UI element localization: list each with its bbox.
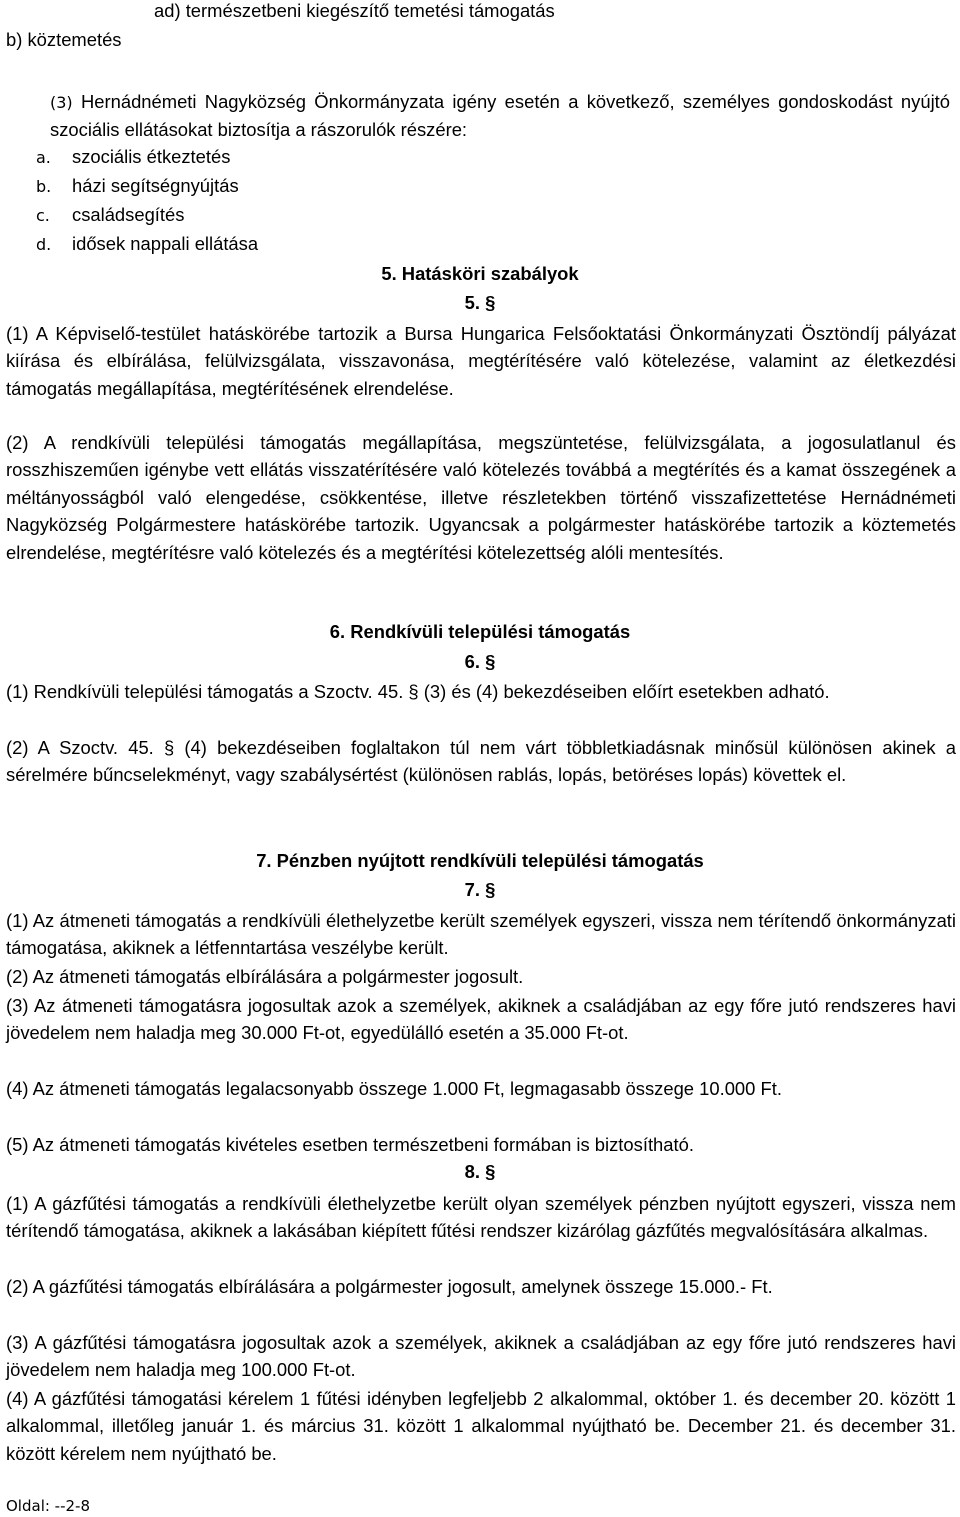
- paragraph-text: Hernádnémeti Nagyközség Önkormányzata igény esetén a következő, személyes gondoskodást nyújtó szociális ellátásokat biztosítja a rászorulók részére:: [50, 91, 950, 141]
- list-marker: d.: [36, 235, 52, 254]
- paragraph-3: [50, 88, 950, 144]
- list-item: [36, 233, 258, 256]
- section-7-paragraph-3: (3) Az átmeneti támogatásra jogosultak azok a személyek, akiknek a családjában az egy főre jutó rendszeres havi jövedelem nem haladja meg 30.000 Ft-ot, egyedülálló esetén a 35.000 Ft-ot.: [6, 995, 956, 1044]
- section-7-paragraph-2: (2) Az átmeneti támogatás elbírálására a polgármester jogosult.: [6, 966, 524, 987]
- list-marker: c.: [36, 206, 50, 225]
- list-text: házi segítségnyújtás: [72, 175, 239, 196]
- list-text: családsegítés: [72, 204, 185, 225]
- list-item: [36, 175, 239, 198]
- list-item-ad: ad) természetbeni kiegészítő temetési támogatás: [154, 0, 555, 21]
- section-8-paragraph-2: (2) A gázfűtési támogatás elbírálására a polgármester jogosult, amelynek összege 15.000.- Ft.: [6, 1276, 773, 1297]
- section-7-paragraph-1: (1) Az átmeneti támogatás a rendkívüli élethelyzetbe került személyek egyszeri, vissza nem térítendő önkormányzati támogatása, akiknek a létfenntartása veszélybe került.: [6, 910, 956, 959]
- section-8-sign: 8. §: [464, 1161, 496, 1182]
- section-8-paragraph-4: (4) A gázfűtési támogatási kérelem 1 fűtési idényben legfeljebb 2 alkalommal, október 1. és december 20. között 1 alkalommal, illetőleg január 1. és március 31. között 1 alkalommal nyújtható be. December 21. és december 31. között kérelem nem nyújtható be.: [6, 1388, 956, 1464]
- section-5-sign: 5. §: [464, 292, 496, 313]
- list-item-b: b) köztemetés: [6, 29, 122, 50]
- paragraph-marker: (3): [50, 93, 73, 112]
- section-6-heading: 6. Rendkívüli települési támogatás: [329, 621, 631, 642]
- section-7-sign: 7. §: [464, 879, 496, 900]
- list-item: [36, 204, 184, 227]
- list-text: szociális étkeztetés: [72, 146, 231, 167]
- section-6-paragraph-1: (1) Rendkívüli települési támogatás a Szoctv. 45. § (3) és (4) bekezdéseiben előírt esetekben adható.: [6, 681, 830, 702]
- section-7-heading: 7. Pénzben nyújtott rendkívüli települési támogatás: [256, 850, 704, 871]
- section-6-sign: 6. §: [464, 651, 496, 672]
- section-7-paragraph-4: (4) Az átmeneti támogatás legalacsonyabb összege 1.000 Ft, legmagasabb összege 10.000 Ft.: [6, 1078, 782, 1099]
- section-8-paragraph-3: (3) A gázfűtési támogatásra jogosultak azok a személyek, akiknek a családjában az egy főre jutó rendszeres havi jövedelem nem haladja meg 100.000 Ft-ot.: [6, 1332, 956, 1381]
- list-marker: a.: [36, 148, 51, 167]
- section-6-paragraph-2: (2) A Szoctv. 45. § (4) bekezdéseiben foglaltakon túl nem várt többletkiadásnak minősül különösen akinek a sérelmére bűncselekményt, vagy szabálysértést (különösen rablás, lopás, betöréses lopás) követtek el.: [6, 737, 956, 786]
- section-7-paragraph-5: (5) Az átmeneti támogatás kivételes esetben természetbeni formában is biztosítható.: [6, 1134, 694, 1155]
- list-marker: b.: [36, 177, 52, 196]
- section-5-paragraph-1: (1) A Képviselő-testület hatáskörébe tartozik a Bursa Hungarica Felsőoktatási Önkormányzati Ösztöndíj pályázat kiírása és elbírálása, felülvizsgálata, visszavonása, megtérítésére való kötelezése, valamint az életkezdési támogatás megállapítása, megtérítésének elrendelése.: [6, 323, 956, 399]
- page-number: Oldal: --2-8: [6, 1497, 91, 1515]
- list-item: [36, 146, 230, 169]
- section-5-heading: 5. Hatásköri szabályok: [381, 263, 579, 284]
- section-8-paragraph-1: (1) A gázfűtési támogatás a rendkívüli élethelyzetbe került olyan személyek pénzben nyújtott egyszeri, vissza nem térítendő támogatása, akiknek a lakásában kiépített fűtési rendszer kizárólag gázfűtés megvalósítására alkalmas.: [6, 1193, 956, 1242]
- section-5-paragraph-2: (2) A rendkívüli települési támogatás megállapítása, megszüntetése, felülvizsgálata, a jogosulatlanul és rosszhiszeműen igénybe vett ellátás visszatérítésére való kötelezés továbbá a megtérítés és a kamat összegének a méltányosságból való elengedése, csökkentése, illetve részletekben történő visszafizettetése Hernádnémeti Nagyközség Polgármestere hatáskörébe tartozik. Ugyancsak a polgármester hatáskörébe tartozik a köztemetés elrendelése, megtérítésre való kötelezés és a megtérítési kötelezettség alóli mentesítés.: [6, 432, 956, 563]
- list-text: idősek nappali ellátása: [72, 233, 259, 254]
